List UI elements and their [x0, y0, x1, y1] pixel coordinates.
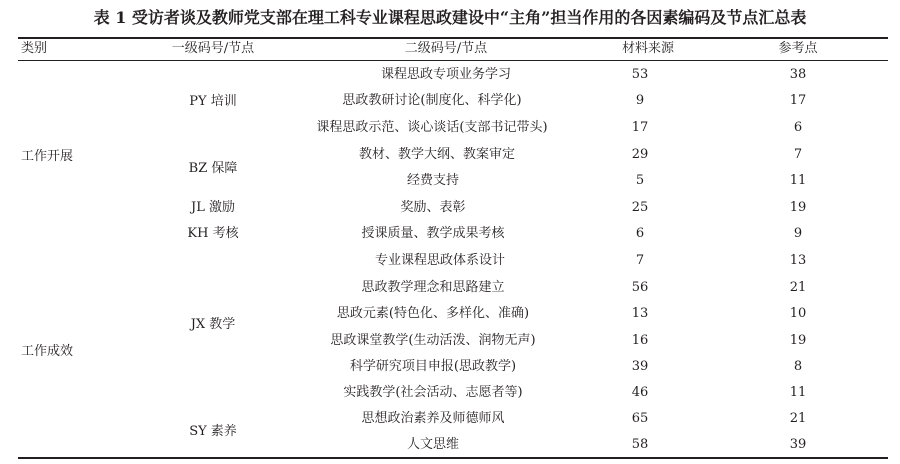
row-item: 授课质量、教学成果考核 [361, 226, 505, 241]
table-title: 表 1 受访者谈及教师党支部在理工科专业课程思政建设中“主角”担当作用的各因素编码及节点汇总表 [93, 8, 807, 27]
row-item: 思想政治素养及师德师风 [361, 411, 505, 426]
level1-node-jl: JL 激励 [191, 200, 235, 215]
row-item: 经费支持 [406, 173, 460, 188]
header-level2: 二级码号/节点 [404, 41, 488, 56]
category-work-effect: 工作成效 [21, 344, 74, 359]
row-refs: 13 [789, 253, 807, 268]
row-sources: 6 [635, 226, 645, 241]
row-sources: 53 [631, 67, 649, 82]
row-refs: 39 [789, 437, 807, 452]
level1-node-jx: JX 教学 [190, 317, 236, 332]
row-sources: 25 [631, 200, 649, 215]
row-refs: 9 [793, 226, 803, 241]
row-refs: 21 [789, 411, 807, 426]
row-refs: 10 [789, 306, 807, 321]
row-item: 人文思维 [406, 437, 460, 452]
row-refs: 19 [789, 200, 807, 215]
row-sources: 17 [631, 120, 649, 135]
level1-node-py: PY 培训 [189, 94, 237, 109]
row-item: 实践教学(社会活动、志愿者等) [343, 385, 523, 400]
row-refs: 38 [789, 67, 807, 82]
level1-node-kh: KH 考核 [187, 226, 239, 241]
header-level1: 一级码号/节点 [171, 41, 255, 56]
category-work-conduct: 工作开展 [21, 149, 74, 164]
row-item: 课程思政示范、谈心谈话(支部书记带头) [316, 120, 548, 135]
row-sources: 46 [631, 385, 649, 400]
row-item: 奖励、表彰 [400, 200, 466, 215]
header-sources: 材料来源 [621, 41, 675, 56]
row-sources: 58 [631, 437, 649, 452]
row-item: 思政元素(特色化、多样化、准确) [336, 306, 530, 321]
row-refs: 11 [789, 385, 807, 400]
row-refs: 19 [789, 333, 807, 348]
header-rule [18, 60, 888, 61]
row-sources: 13 [631, 306, 649, 321]
bottom-rule [18, 457, 888, 459]
row-refs: 7 [793, 147, 803, 162]
row-refs: 8 [793, 359, 803, 374]
row-sources: 16 [631, 333, 649, 348]
row-item: 思政教学理念和思路建立 [361, 280, 505, 295]
row-item: 课程思政专项业务学习 [380, 67, 512, 82]
row-item: 思政课堂教学(生动活泼、润物无声) [330, 333, 536, 348]
row-item: 专业课程思政体系设计 [374, 253, 506, 268]
row-refs: 11 [789, 173, 807, 188]
row-sources: 65 [631, 411, 649, 426]
row-sources: 5 [635, 173, 645, 188]
row-item: 教材、教学大纲、教案审定 [358, 147, 516, 162]
top-rule [18, 37, 888, 39]
header-refs: 参考点 [778, 41, 818, 56]
row-item: 科学研究项目申报(思政教学) [349, 359, 517, 374]
row-sources: 56 [631, 280, 649, 295]
row-refs: 6 [793, 120, 803, 135]
row-refs: 21 [789, 280, 807, 295]
level1-node-sy: SY 素养 [189, 424, 237, 439]
level1-node-bz: BZ 保障 [188, 161, 238, 176]
row-sources: 7 [635, 253, 645, 268]
row-item: 思政教研讨论(制度化、科学化) [342, 93, 522, 108]
header-category: 类别 [21, 41, 48, 56]
row-sources: 29 [631, 147, 649, 162]
row-sources: 9 [635, 93, 645, 108]
row-sources: 39 [631, 359, 649, 374]
row-refs: 17 [789, 93, 807, 108]
